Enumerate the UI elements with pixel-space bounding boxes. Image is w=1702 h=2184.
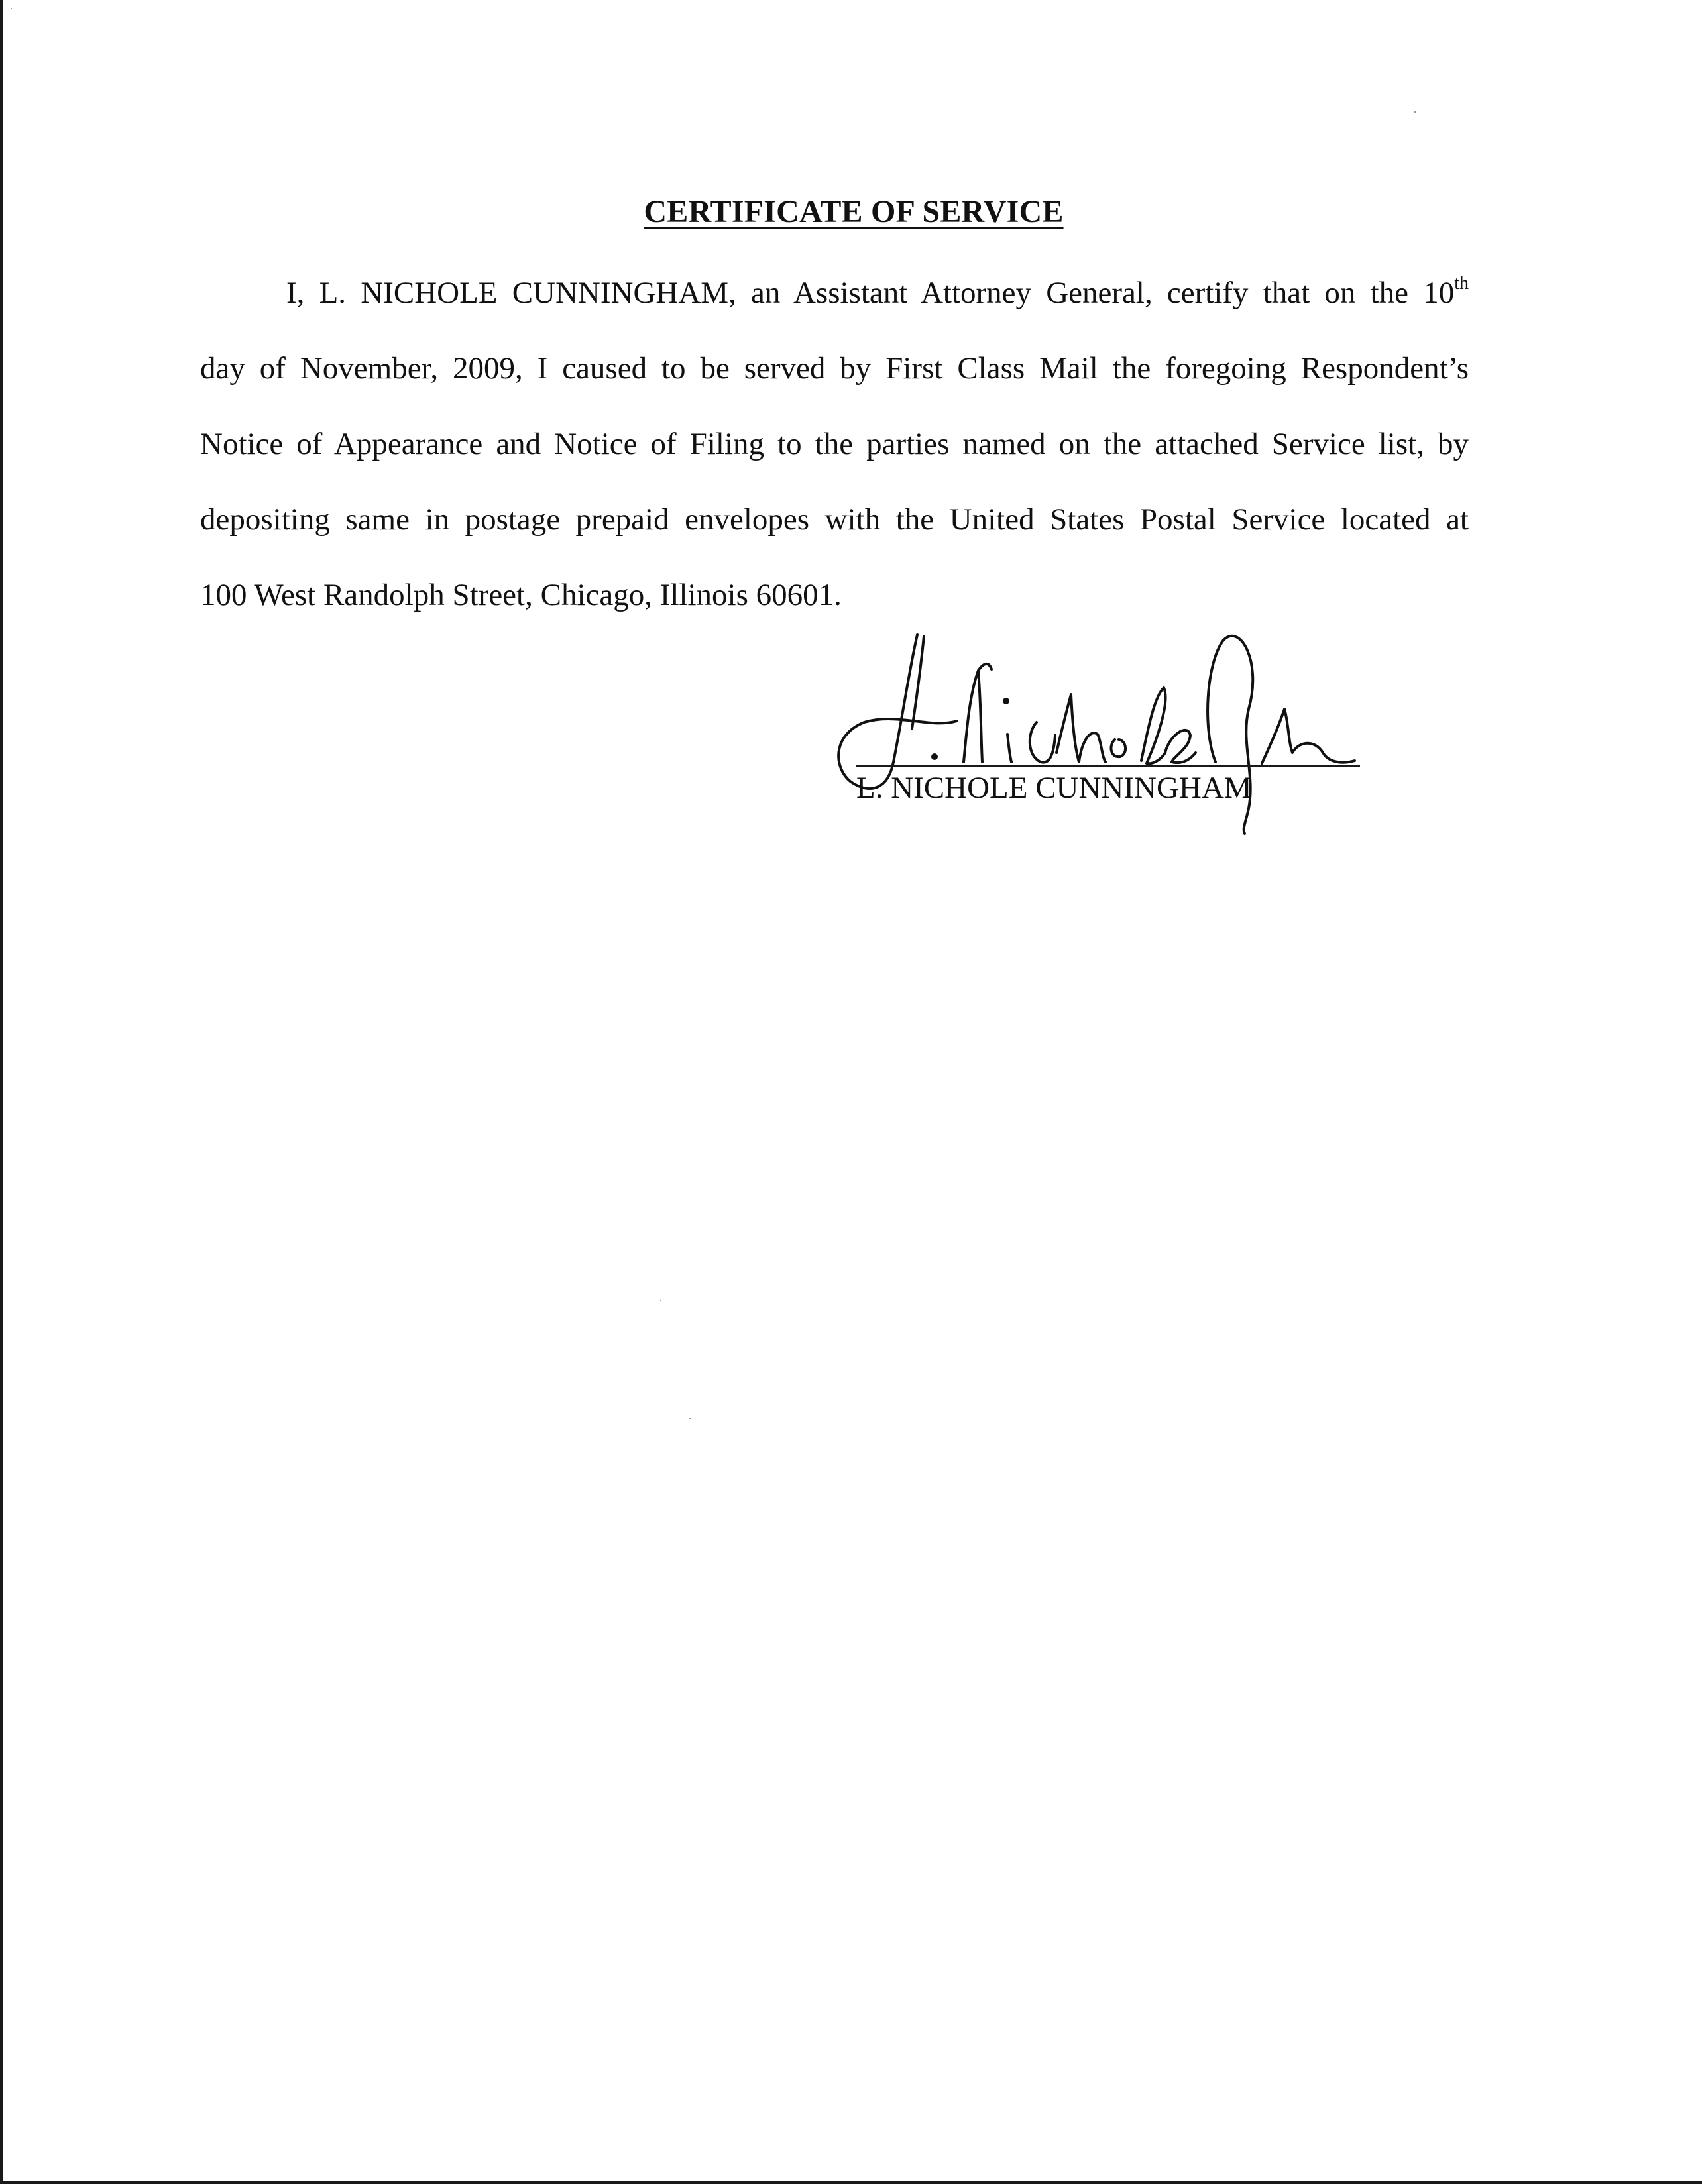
body-line-1-text: I, L. NICHOLE CUNNINGHAM, an Assistant Attorney General, certify that on the 10 <box>286 276 1455 310</box>
body-line-2: day of November, 2009, I caused to be served by First Class Mail the foregoing Respondent’s <box>200 351 1469 386</box>
scan-speck <box>1414 111 1416 113</box>
body-line-3: Notice of Appearance and Notice of Filing to the parties named on the attached Service list, by <box>200 427 1469 461</box>
body-line-1 <box>286 274 1469 311</box>
body-line-4: depositing same in postage prepaid envelopes with the United States Postal Service located at <box>200 502 1469 537</box>
scan-speck <box>11 8 12 9</box>
handwritten-signature <box>824 623 1394 842</box>
ordinal-suffix: th <box>1454 273 1469 294</box>
scan-speck <box>689 1418 691 1419</box>
scan-speck <box>660 1300 661 1301</box>
document-title: CERTIFICATE OF SERVICE <box>644 194 1064 229</box>
signature-block <box>824 623 1394 842</box>
signature-line <box>856 765 1360 767</box>
body-line-5: 100 West Randolph Street, Chicago, Illinois 60601. <box>200 578 842 612</box>
signer-name: L. NICHOLE CUNNINGHAM <box>856 771 1252 805</box>
